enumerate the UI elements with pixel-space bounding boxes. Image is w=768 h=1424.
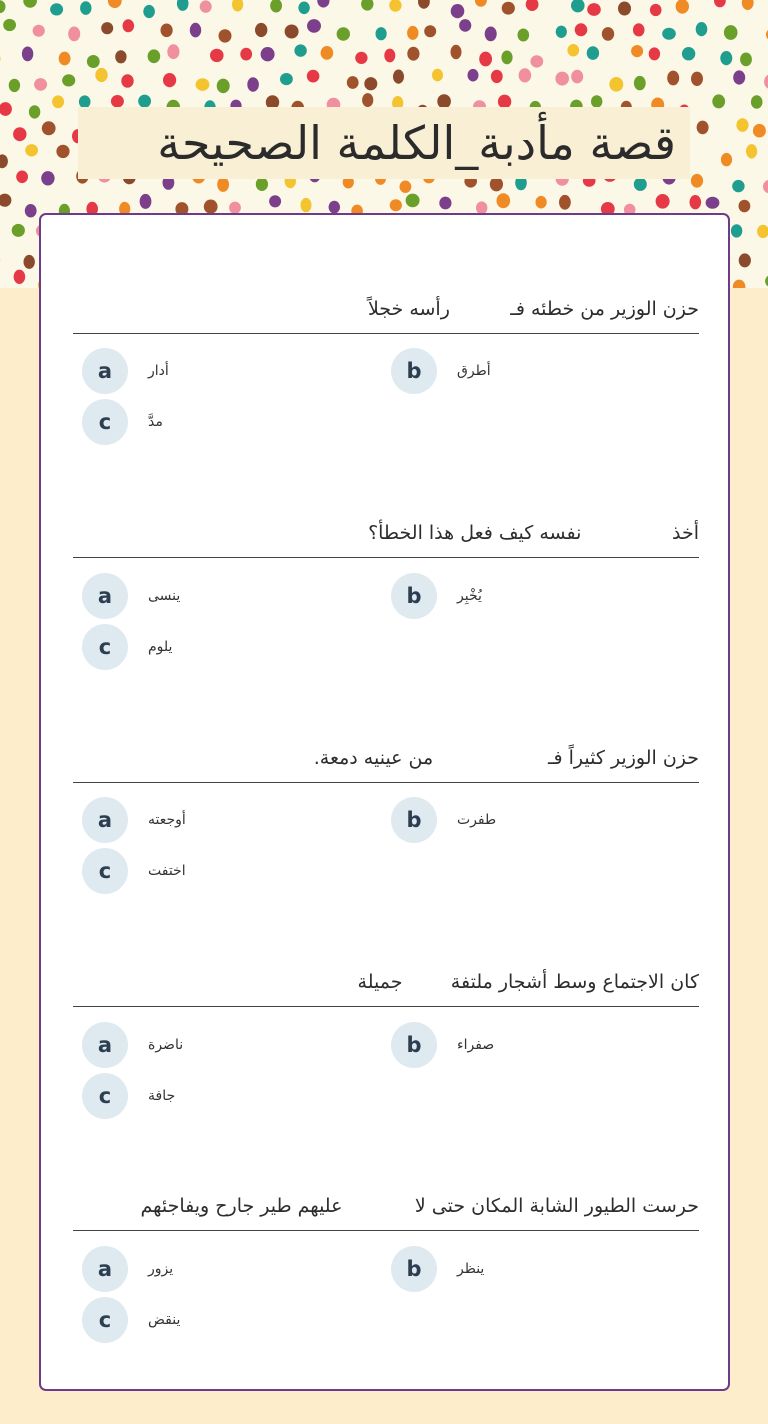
decorative-dot: [424, 25, 436, 37]
decorative-dot: [0, 194, 11, 207]
decorative-dot: [676, 0, 689, 14]
option-label: طفرت: [457, 812, 497, 828]
decorative-dot: [591, 95, 602, 108]
option-label: مدَّ: [148, 414, 163, 430]
decorative-dot: [720, 51, 732, 65]
decorative-dot: [519, 68, 532, 82]
option-c[interactable]: [82, 399, 382, 445]
option-c[interactable]: [82, 624, 382, 670]
decorative-dot: [634, 76, 646, 90]
decorative-dot: [609, 77, 623, 92]
option-letter-bubble: c: [82, 1073, 128, 1119]
decorative-dot: [269, 195, 281, 207]
question-text: حزن الوزير من خطئه فـ رأسه خجلاً: [367, 298, 699, 320]
question-text: حرست الطيور الشابة المكان حتى لا عليهم طير جارح ويفاجئهم: [140, 1195, 699, 1217]
decorative-dot: [459, 19, 471, 32]
decorative-dot: [406, 194, 420, 208]
decorative-dot: [691, 174, 703, 188]
option-a[interactable]: [82, 797, 382, 843]
decorative-dot: [34, 78, 47, 91]
decorative-dot: [52, 95, 64, 108]
question-divider: [73, 557, 699, 558]
option-letter-bubble: c: [82, 848, 128, 894]
decorative-dot: [148, 49, 161, 63]
decorative-dot: [321, 46, 334, 60]
decorative-dot: [22, 47, 33, 62]
decorative-dot: [721, 153, 732, 166]
decorative-dot: [232, 0, 243, 12]
decorative-dot: [451, 45, 462, 60]
question-5: [41, 1188, 728, 1378]
decorative-dot: [307, 19, 321, 33]
decorative-dot: [355, 52, 367, 64]
decorative-dot: [696, 22, 708, 36]
decorative-dot: [140, 194, 152, 209]
option-b[interactable]: [391, 797, 691, 843]
decorative-dot: [497, 193, 511, 208]
decorative-dot: [317, 0, 329, 8]
decorative-dot: [0, 0, 6, 13]
question-1: [41, 291, 728, 481]
decorative-dot: [633, 23, 645, 36]
option-letter-bubble: b: [391, 797, 437, 843]
decorative-dot: [33, 25, 45, 37]
decorative-dot: [204, 200, 218, 214]
decorative-dot: [691, 72, 703, 86]
question-divider: [73, 782, 699, 783]
decorative-dot: [62, 74, 75, 86]
option-letter-bubble: c: [82, 1297, 128, 1343]
decorative-dot: [690, 195, 702, 209]
decorative-dot: [407, 26, 418, 40]
decorative-dot: [307, 70, 320, 83]
decorative-dot: [634, 178, 647, 191]
decorative-dot: [631, 45, 643, 57]
decorative-dot: [280, 73, 293, 85]
option-c[interactable]: [82, 1297, 382, 1343]
decorative-dot: [261, 47, 275, 61]
decorative-dot: [502, 2, 515, 15]
decorative-dot: [3, 19, 16, 31]
decorative-dot: [418, 0, 430, 9]
decorative-dot: [217, 177, 229, 192]
decorative-dot: [536, 196, 547, 209]
option-c[interactable]: [82, 848, 382, 894]
decorative-dot: [29, 105, 40, 118]
decorative-dot: [739, 200, 751, 213]
decorative-dot: [285, 25, 299, 39]
decorative-dot: [667, 71, 679, 86]
option-letter-bubble: a: [82, 573, 128, 619]
decorative-dot: [294, 44, 306, 56]
decorative-dot: [50, 3, 63, 15]
decorative-dot: [87, 55, 100, 68]
decorative-dot: [13, 127, 26, 141]
decorative-dot: [451, 4, 465, 18]
option-a[interactable]: [82, 348, 382, 394]
option-letter-bubble: b: [391, 1246, 437, 1292]
decorative-dot: [587, 3, 601, 16]
decorative-dot: [656, 194, 670, 209]
decorative-dot: [123, 19, 135, 32]
option-letter-bubble: b: [391, 573, 437, 619]
option-label: يُخْبِر: [457, 588, 482, 604]
decorative-dot: [143, 5, 155, 18]
decorative-dot: [364, 77, 377, 90]
option-c[interactable]: [82, 1073, 382, 1119]
decorative-dot: [475, 0, 487, 7]
decorative-dot: [649, 47, 660, 60]
option-letter-bubble: b: [391, 1022, 437, 1068]
decorative-dot: [80, 1, 91, 15]
decorative-dot: [56, 145, 69, 158]
decorative-dot: [706, 197, 720, 209]
option-label: صفراء: [457, 1037, 495, 1053]
decorative-dot: [389, 0, 401, 12]
decorative-dot: [764, 75, 768, 89]
decorative-dot: [757, 225, 768, 238]
decorative-dot: [108, 0, 122, 8]
decorative-dot: [571, 0, 585, 12]
decorative-dot: [556, 26, 567, 38]
decorative-dot: [479, 52, 492, 67]
decorative-dot: [115, 50, 126, 63]
option-label: أوجعته: [148, 812, 186, 828]
option-a[interactable]: [82, 573, 382, 619]
decorative-dot: [138, 95, 151, 108]
decorative-dot: [25, 144, 38, 156]
option-letter-bubble: a: [82, 1022, 128, 1068]
decorative-dot: [682, 47, 695, 60]
decorative-dot: [337, 27, 350, 41]
decorative-dot: [618, 2, 631, 16]
decorative-dot: [0, 102, 12, 116]
decorative-dot: [575, 23, 588, 36]
option-label: ناضرة: [148, 1037, 184, 1053]
question-4: [41, 964, 728, 1154]
decorative-dot: [490, 177, 503, 191]
decorative-dot: [196, 78, 210, 91]
decorative-dot: [24, 255, 35, 269]
question-text: حزن الوزير كثيراً فـ من عينيه دمعة.: [313, 747, 699, 769]
decorative-dot: [432, 69, 443, 82]
option-b[interactable]: [391, 348, 691, 394]
option-label: ينقض: [148, 1312, 181, 1328]
decorative-dot: [9, 79, 20, 92]
decorative-dot: [439, 197, 451, 210]
decorative-dot: [111, 95, 124, 108]
decorative-dot: [298, 2, 309, 15]
option-letter-bubble: b: [391, 348, 437, 394]
option-letter-bubble: a: [82, 348, 128, 394]
option-letter-bubble: a: [82, 1246, 128, 1292]
option-b[interactable]: [391, 573, 691, 619]
decorative-dot: [42, 121, 56, 135]
question-divider: [73, 1006, 699, 1007]
decorative-dot: [763, 180, 768, 193]
option-letter-bubble: a: [82, 797, 128, 843]
decorative-dot: [733, 280, 746, 288]
decorative-dot: [190, 23, 201, 38]
decorative-dot: [12, 224, 25, 237]
decorative-dot: [384, 49, 395, 63]
decorative-dot: [650, 4, 662, 16]
decorative-dot: [200, 0, 212, 12]
decorative-dot: [16, 171, 28, 184]
option-label: أطرق: [457, 363, 491, 379]
decorative-dot: [0, 51, 1, 66]
option-letter-bubble: c: [82, 624, 128, 670]
option-label: ينسى: [148, 588, 181, 604]
decorative-dot: [68, 27, 80, 42]
question-text: أخذ نفسه كيف فعل هذا الخطأ؟: [368, 522, 699, 544]
decorative-dot: [468, 69, 479, 82]
decorative-dot: [41, 171, 54, 185]
decorative-dot: [361, 0, 373, 11]
question-2: [41, 515, 728, 705]
question-divider: [73, 1230, 699, 1231]
decorative-dot: [25, 204, 37, 217]
question-divider: [73, 333, 699, 334]
decorative-dot: [724, 25, 738, 40]
decorative-dot: [485, 27, 497, 42]
decorative-dot: [163, 73, 176, 87]
decorative-dot: [393, 70, 404, 84]
option-label: جافة: [148, 1088, 176, 1104]
decorative-dot: [555, 72, 569, 86]
decorative-dot: [161, 24, 173, 38]
decorative-dot: [400, 181, 412, 193]
decorative-dot: [362, 93, 373, 107]
question-3: [41, 740, 728, 930]
decorative-dot: [602, 27, 614, 41]
question-card: [39, 213, 730, 1391]
decorative-dot: [121, 74, 133, 88]
decorative-dot: [587, 46, 599, 60]
option-label: يلوم: [148, 639, 173, 655]
decorative-dot: [255, 23, 267, 37]
option-label: يزور: [148, 1261, 174, 1277]
decorative-dot: [559, 195, 571, 210]
option-label: أدار: [148, 363, 169, 379]
decorative-dot: [746, 144, 757, 158]
decorative-dot: [376, 27, 387, 40]
decorative-dot: [739, 253, 751, 267]
decorative-dot: [751, 95, 763, 109]
decorative-dot: [59, 52, 71, 66]
decorative-dot: [167, 44, 179, 59]
decorative-dot: [567, 44, 579, 56]
decorative-dot: [662, 28, 676, 40]
decorative-dot: [0, 154, 8, 168]
option-label: اختفت: [148, 863, 186, 879]
decorative-dot: [301, 198, 312, 212]
decorative-dot: [740, 53, 752, 67]
decorative-dot: [23, 0, 37, 8]
decorative-dot: [390, 199, 402, 211]
decorative-dot: [217, 79, 230, 94]
decorative-dot: [732, 180, 744, 192]
option-letter-bubble: c: [82, 399, 128, 445]
option-b[interactable]: [391, 1022, 691, 1068]
decorative-dot: [347, 76, 359, 89]
decorative-dot: [518, 29, 530, 42]
title-box: [78, 107, 690, 179]
option-b[interactable]: [391, 1246, 691, 1292]
decorative-dot: [501, 51, 512, 65]
decorative-dot: [177, 0, 189, 11]
decorative-dot: [731, 224, 742, 237]
worksheet-title: قصة مأدبة_الكلمة الصحيحة: [157, 116, 676, 170]
decorative-dot: [571, 70, 583, 84]
decorative-dot: [101, 22, 113, 34]
decorative-dot: [733, 70, 745, 84]
option-a[interactable]: [82, 1022, 382, 1068]
decorative-dot: [329, 201, 340, 214]
decorative-dot: [407, 47, 419, 61]
option-a[interactable]: [82, 1246, 382, 1292]
decorative-dot: [736, 118, 748, 132]
decorative-dot: [240, 48, 252, 61]
decorative-dot: [530, 55, 543, 67]
decorative-dot: [697, 121, 709, 135]
decorative-dot: [714, 0, 726, 7]
decorative-dot: [753, 124, 766, 138]
decorative-dot: [256, 177, 268, 191]
decorative-dot: [270, 0, 282, 13]
decorative-dot: [491, 70, 503, 83]
question-text: كان الاجتماع وسط أشجار ملتفة جميلة: [357, 971, 699, 993]
decorative-dot: [712, 94, 725, 108]
decorative-dot: [247, 77, 259, 91]
decorative-dot: [95, 68, 107, 82]
option-label: ينظر: [457, 1261, 485, 1277]
decorative-dot: [219, 29, 232, 42]
decorative-dot: [14, 270, 26, 284]
decorative-dot: [526, 0, 539, 11]
decorative-dot: [210, 49, 224, 62]
decorative-dot: [742, 0, 754, 10]
